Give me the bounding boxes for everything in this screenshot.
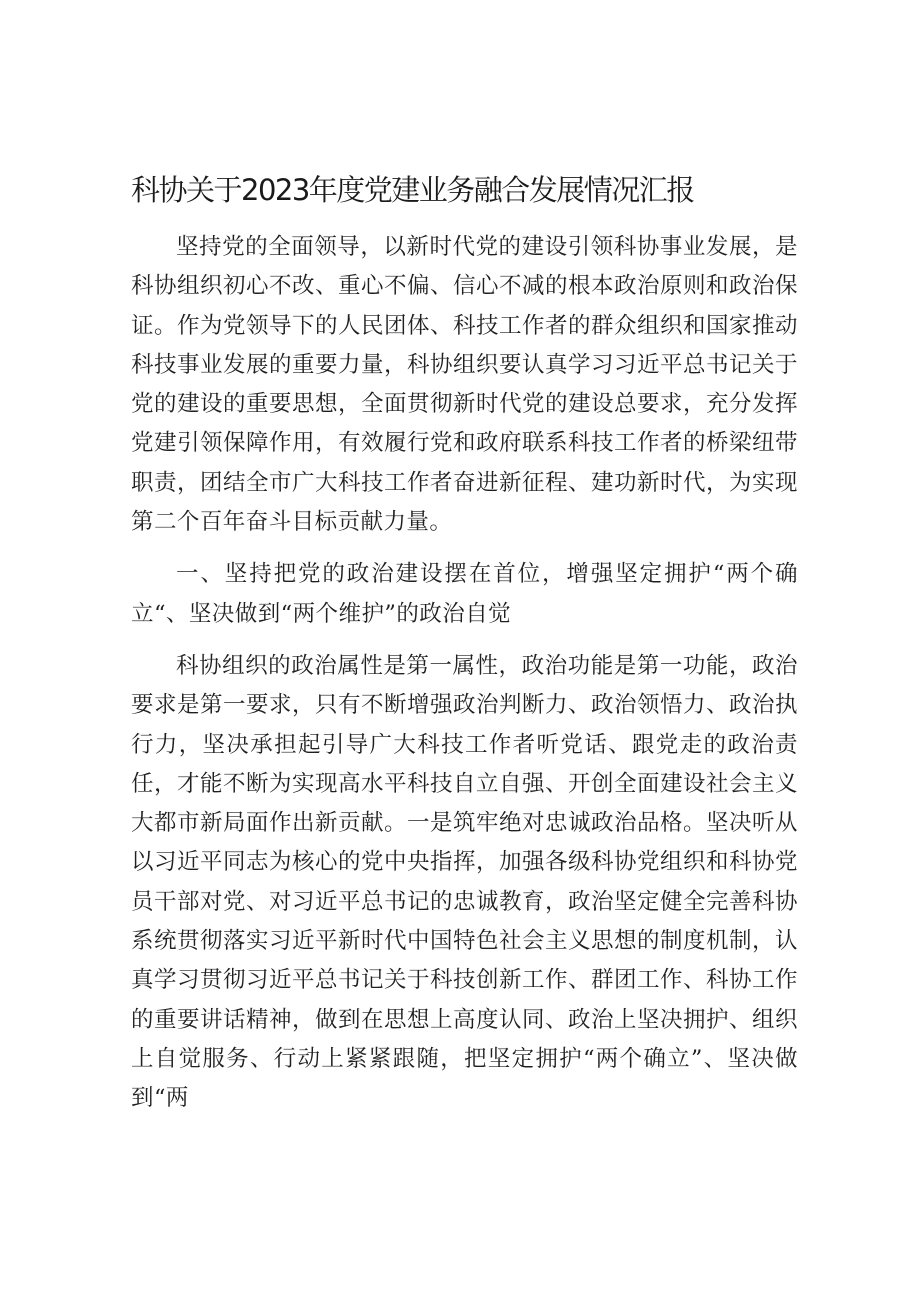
paragraph-intro: 坚持党的全面领导，以新时代党的建设引领科协事业发展，是科协组织初心不改、重心不偏、信心不减的根本政治原则和政治保证。作为党领导下的人民团体、科技工作者的群众组织和国家推动科技事业发展的重要力量，科协组织要认真学习习近平总书记关于党的建设的重要思想，全面贯彻新时代党的建设总要求，充分发挥党建引领保障作用，有效履行党和政府联系科技工作者的桥梁纽带职责，团结全市广大科技工作者奋进新征程、建功新时代，为实现第二个百年奋斗目标贡献力量。 [131,234,798,536]
document-title: 科协关于2023年度党建业务融合发展情况汇报 [131,173,694,207]
paragraph-section-1: 科协组织的政治属性是第一属性，政治功能是第一功能，政治要求是第一要求，只有不断增强政治判断力、政治领悟力、政治执行力，坚决承担起引导广大科技工作者听党话、跟党走的政治责任，才能不断为实现高水平科技自立自强、开创全面建设社会主义大都市新局面作出新贡献。一是筑牢绝对忠诚政治品格。坚决听从以习近平同志为核心的党中央指挥，加强各级科协党组织和科协党员干部对党、对习近平总书记的忠诚教育，政治坚定健全完善科协系统贯彻落实习近平新时代中国特色社会主义思想的制度机制，认真学习贯彻习近平总书记关于科技创新工作、群团工作、科协工作的重要讲话精神，做到在思想上高度认同、政治上坚决拥护、组织上自觉服务、行动上紧紧跟随，把坚定拥护“两个确立”、坚决做到“两 [131,652,798,1112]
document-body [131,228,798,1132]
section-heading-1: 一、坚持把党的政治建设摆在首位，增强坚定拥护“两个确立“、坚决做到“两个维护”的政治自觉 [131,561,798,627]
